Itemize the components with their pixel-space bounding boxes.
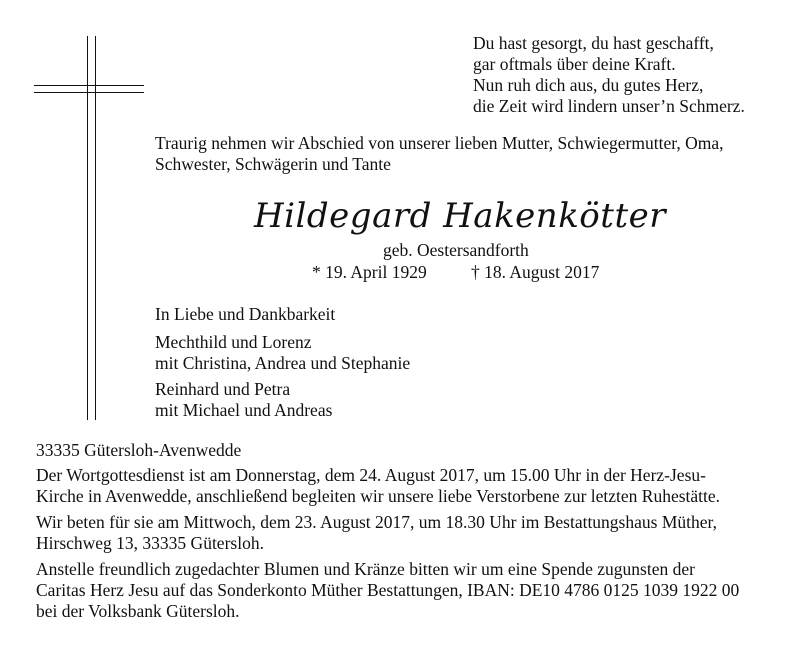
notice-paragraph bbox=[36, 512, 766, 554]
intro-line: Traurig nehmen wir Abschied von unserer lieben Mutter, Schwiegermutter, Oma, bbox=[155, 133, 724, 153]
poem-line: gar oftmals über deine Kraft. bbox=[473, 54, 676, 74]
notice-line: bei der Volksbank Gütersloh. bbox=[36, 601, 240, 621]
family-line: mit Christina, Andrea und Stephanie bbox=[155, 353, 411, 373]
poem-line: Du hast gesorgt, du hast geschafft, bbox=[473, 33, 714, 53]
family-section bbox=[155, 304, 775, 426]
intro-text bbox=[155, 133, 775, 175]
poem-line: die Zeit wird lindern unser’n Schmerz. bbox=[473, 96, 745, 116]
notice-line: Der Wortgottesdienst ist am Donnerstag, dem 24. August 2017, um 15.00 Uhr in der Herz-Jesu- bbox=[36, 465, 706, 485]
notice-paragraph bbox=[36, 559, 766, 622]
family-line: mit Michael und Andreas bbox=[155, 400, 333, 420]
poem-line: Nun ruh dich aus, du gutes Herz, bbox=[473, 75, 704, 95]
deceased-name: Hildegard Hakenkötter bbox=[254, 196, 666, 236]
cross-icon bbox=[34, 36, 144, 420]
notice-line: Kirche in Avenwedde, anschließend begleiten wir unsere liebe Verstorbene zur letzten Ruhestätte. bbox=[36, 486, 721, 506]
notice-line: Caritas Herz Jesu auf das Sonderkonto Müther Bestattungen, IBAN: DE10 4786 0125 1039 1922 00 bbox=[36, 580, 740, 600]
birth-date: * 19. April 1929 bbox=[312, 262, 427, 282]
poem bbox=[473, 33, 793, 117]
notice-line: Wir beten für sie am Mittwoch, dem 23. August 2017, um 18.30 Uhr im Bestattungshaus Müther, bbox=[36, 512, 718, 532]
location: 33335 Gütersloh-Avenwedde bbox=[36, 440, 242, 460]
notice-line: Hirschweg 13, 33335 Gütersloh. bbox=[36, 533, 264, 553]
service-notices bbox=[36, 465, 766, 627]
notice-line: Anstelle freundlich zugedachter Blumen und Kränze bitten wir um eine Spende zugunsten der bbox=[36, 559, 695, 579]
family-line: Reinhard und Petra bbox=[155, 379, 291, 399]
maiden-name: geb. Oestersandforth bbox=[383, 240, 529, 260]
intro-line: Schwester, Schwägerin und Tante bbox=[155, 154, 391, 174]
family-group bbox=[155, 332, 775, 374]
family-line: Mechthild und Lorenz bbox=[155, 332, 312, 352]
thanks-line: In Liebe und Dankbarkeit bbox=[155, 304, 336, 324]
notice-paragraph bbox=[36, 465, 766, 507]
family-group bbox=[155, 379, 775, 421]
death-date: † 18. August 2017 bbox=[471, 262, 600, 282]
